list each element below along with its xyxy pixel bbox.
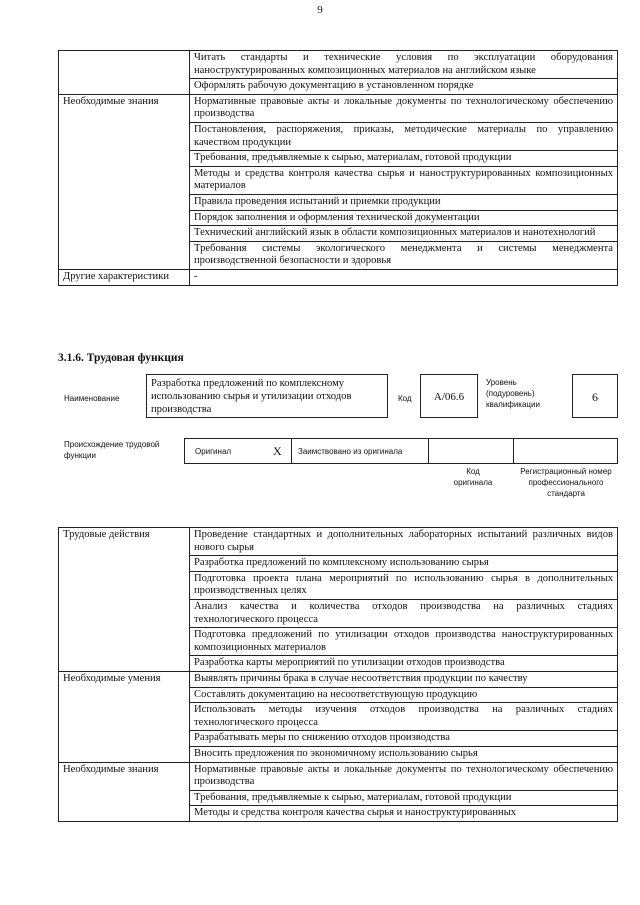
table-row (59, 94, 618, 122)
level-value: 6 (592, 390, 598, 404)
table-cell: Использовать методы изучения отходов производства на различных стадиях технологического процесса (190, 703, 618, 731)
table-cell: Вносить предложения по экономичному использованию сырья (190, 746, 618, 762)
borrowed-box (291, 438, 429, 464)
table-cell: Требования, предъявляемые к сырью, материалам, готовой продукции (190, 151, 618, 167)
table-cell: Анализ качества и количества отходов производства на различных стадиях технологического процесса (190, 599, 618, 627)
row-group-label: Необходимые знания (59, 762, 190, 821)
function-name-box (146, 374, 388, 418)
skills-knowledge-table-continued (58, 50, 618, 286)
row-group-label: Трудовые действия (59, 528, 190, 672)
table-cell: Оформлять рабочую документацию в установленном порядке (190, 79, 618, 95)
row-group-label: Другие характеристики (59, 269, 190, 285)
table-cell: Читать стандарты и технические условия по эксплуатации оборудования наноструктурированных композиционных материалов на английском языке (190, 51, 618, 79)
code-original-caption: Код оригинала (453, 467, 493, 487)
table-cell: Методы и средства контроля качества сырья и наноструктурированных (190, 806, 618, 822)
level-value-box (572, 374, 618, 418)
original-label: Оригинал (195, 447, 232, 456)
row-group-label (59, 51, 190, 95)
original-mark: X (273, 444, 282, 458)
table-cell: Составлять документацию на несоответствующую продукцию (190, 687, 618, 703)
table-row (59, 51, 618, 79)
reg-number-box (513, 438, 618, 464)
code-value-box (420, 374, 478, 418)
name-label: Наименование (64, 394, 120, 403)
table-cell: Проведение стандартных и дополнительных лабораторных испытаний различных видов нового сырья (190, 528, 618, 556)
origin-label: Происхождение трудовой функции (64, 440, 160, 460)
code-original-box (428, 438, 514, 464)
table-cell: - (190, 269, 618, 285)
table-cell: Подготовка проекта плана мероприятий по использованию сырья в дополнительных производственных целях (190, 571, 618, 599)
labor-function-table (58, 527, 618, 822)
table-cell: Методы и средства контроля качества сырья и наноструктурированных композиционных материалов (190, 166, 618, 194)
table-cell: Выявлять причины брака в случае несоответствия продукции по качеству (190, 671, 618, 687)
function-name-value: Разработка предложений по комплексному использованию сырья и утилизации отходов производства (151, 378, 352, 415)
table-cell: Разработка карты мероприятий по утилизации отходов производства (190, 656, 618, 672)
table-cell: Технический английский язык в области композиционных материалов и нанотехнологий (190, 226, 618, 242)
table-cell: Подготовка предложений по утилизации отходов производства наноструктурированных композиционных материалов (190, 628, 618, 656)
borrowed-label: Заимствовано из оригинала (298, 447, 403, 456)
table-row (59, 671, 618, 687)
level-label: Уровень (подуровень) квалификации (486, 378, 540, 409)
table-row (59, 269, 618, 285)
table-cell: Разрабатывать меры по снижению отходов производства (190, 731, 618, 747)
section-title: 3.1.6. Трудовая функция (58, 352, 184, 364)
row-group-label: Необходимые умения (59, 671, 190, 762)
reg-number-caption: Регистрационный номер профессионального стандарта (520, 467, 612, 498)
table-cell: Разработка предложений по комплексному использованию сырья (190, 556, 618, 572)
page-number: 9 (317, 4, 323, 16)
table-row (59, 762, 618, 790)
table-cell: Постановления, распоряжения, приказы, методические материалы по управлению качеством продукции (190, 122, 618, 150)
code-value: А/06.6 (433, 391, 465, 403)
table-cell: Нормативные правовые акты и локальные документы по технологическому обеспечению производства (190, 94, 618, 122)
table-cell: Порядок заполнения и оформления технической документации (190, 210, 618, 226)
table-cell: Нормативные правовые акты и локальные документы по технологическому обеспечению производства (190, 762, 618, 790)
code-label: Код (398, 394, 412, 403)
table-cell: Правила проведения испытаний и приемки продукции (190, 194, 618, 210)
table-cell: Требования системы экологического менеджмента и системы менеджмента производственной безопасности и здоровья (190, 241, 618, 269)
original-box (184, 438, 292, 464)
table-row (59, 528, 618, 556)
table-cell: Требования, предъявляемые к сырью, материалам, готовой продукции (190, 790, 618, 806)
row-group-label: Необходимые знания (59, 94, 190, 269)
